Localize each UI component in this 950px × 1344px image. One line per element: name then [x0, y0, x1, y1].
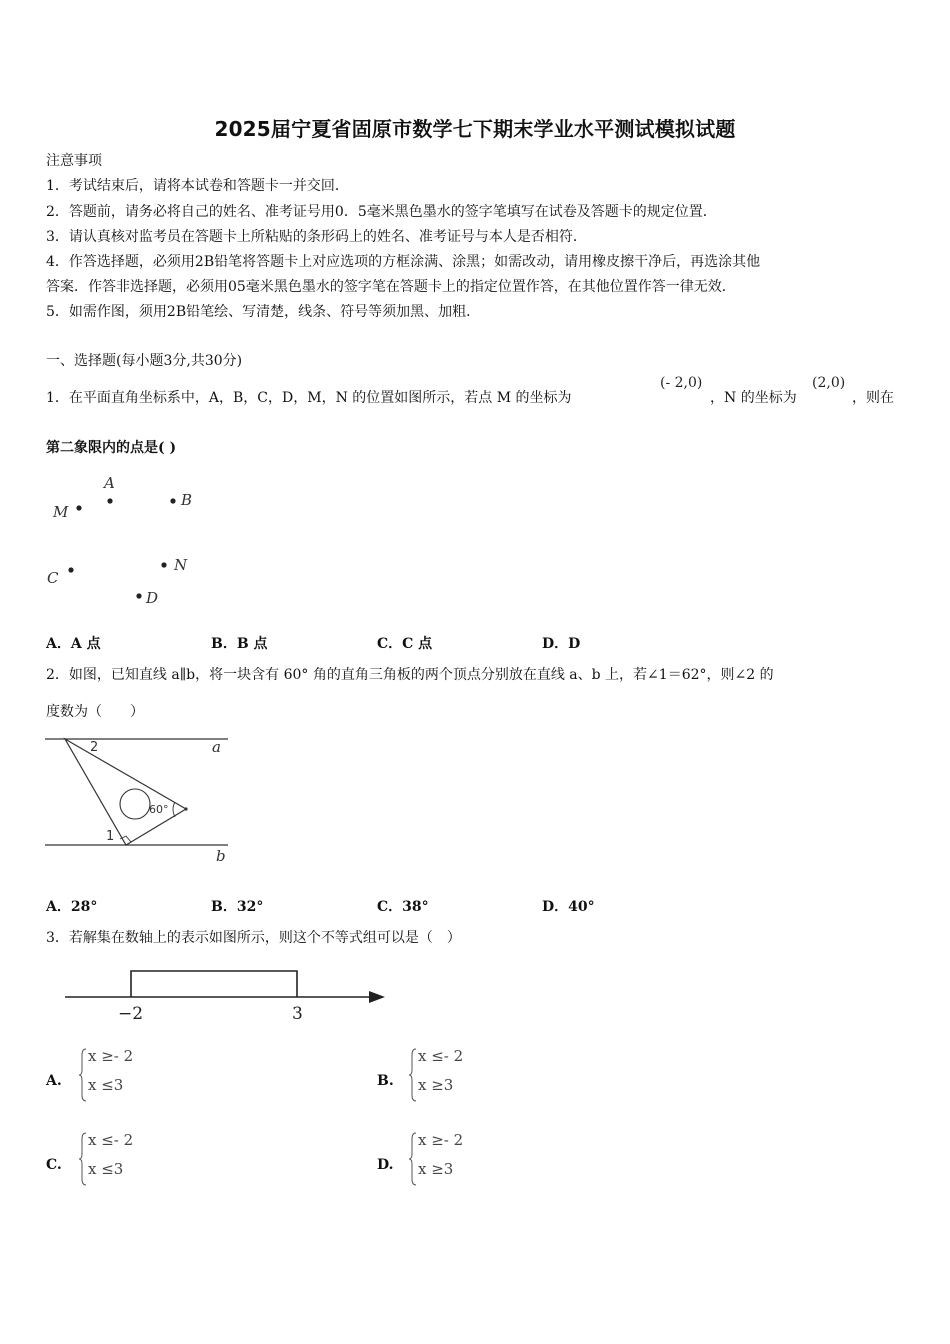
point-b-dot: [170, 498, 175, 503]
q2-triangle-figure: [40, 730, 240, 870]
point-b-label: B: [181, 491, 193, 509]
q3-option-b-label[interactable]: B.: [377, 1073, 394, 1089]
q1-text-part1: 1．在平面直角坐标系中，A，B，C，D，M，N 的位置如图所示，若点 M 的坐标为: [46, 390, 572, 406]
q3-number-line: [60, 962, 395, 1028]
q2-option-b[interactable]: B．32°: [211, 899, 264, 915]
q2-option-a[interactable]: A．28°: [46, 899, 98, 915]
inequality-line2: x ≥3: [418, 1076, 454, 1094]
notice-item: 3．请认真核对监考员在答题卡上所粘贴的条形码上的姓名、准考证号与本人是否相符．: [46, 229, 587, 245]
notice-item: 答案．作答非选择题，必须用05毫米黑色墨水的签字笔在答题卡上的指定位置作答，在其他位置作答一律无效．: [46, 279, 736, 295]
solution-bracket: [131, 971, 297, 997]
inequality-line1: x ≥- 2: [418, 1131, 464, 1149]
q1-option-a[interactable]: A．A 点: [46, 636, 101, 652]
q3-option-a-system[interactable]: [78, 1047, 158, 1103]
point-a-label: A: [104, 474, 115, 492]
vertex-dot: [184, 807, 187, 810]
page-title: 2025届宁夏省固原市数学七下期末学业水平测试模拟试题: [214, 117, 736, 141]
point-c-label: C: [47, 569, 59, 587]
q3-option-c-system[interactable]: [78, 1131, 158, 1187]
tick-label-right: 3: [292, 1004, 303, 1024]
line-a-label: a: [212, 738, 221, 756]
axis-arrow: [369, 991, 385, 1003]
point-c-dot: [68, 567, 73, 572]
q1-text-part2: ，N 的坐标为: [710, 390, 797, 406]
inequality-line1: x ≤- 2: [418, 1047, 464, 1065]
q2-text-part1: 2．如图，已知直线 a∥b，将一块含有 60° 角的直角三角板的两个顶点分别放在直线 a、b 上，若∠1＝62°，则∠2 的: [46, 667, 774, 683]
brace-icon: [78, 1047, 88, 1103]
q2-option-d[interactable]: D．40°: [542, 899, 595, 915]
q3-option-c-label[interactable]: C.: [46, 1157, 62, 1173]
q1-option-d[interactable]: D．D: [542, 636, 581, 652]
point-n-dot: [161, 562, 166, 567]
section-header: 一、选择题(每小题3分,共30分): [46, 353, 243, 369]
notice-item: 4．作答选择题，必须用2B铅笔将答题卡上对应选项的方框涂满、涂黑；如需改动，请用橡皮擦干净后，再选涂其他: [46, 254, 761, 270]
inequality-line2: x ≥3: [418, 1160, 454, 1178]
angle-1-label: 1: [106, 829, 115, 844]
inequality-line2: x ≤3: [88, 1076, 124, 1094]
brace-icon: [408, 1047, 418, 1103]
q3-text: 3．若解集在数轴上的表示如图所示，则这个不等式组可以是（ ）: [46, 930, 461, 946]
angle-2-label: 2: [90, 740, 99, 755]
q1-text-part4: 第二象限内的点是( ): [46, 440, 177, 456]
inequality-line1: x ≤- 2: [88, 1131, 134, 1149]
inequality-line1: x ≥- 2: [88, 1047, 134, 1065]
point-d-label: D: [146, 589, 159, 607]
point-m-dot: [76, 505, 81, 510]
notice-item: 2．答题前，请务必将自己的姓名、准考证号用0．5毫米黑色墨水的签字笔填写在试卷及答题卡的规定位置．: [46, 204, 717, 220]
notice-item: 5．如需作图，须用2B铅笔绘、写清楚，线条、符号等须加黑、加粗．: [46, 304, 481, 320]
q2-text-part2: 度数为（ ）: [46, 704, 144, 720]
angle-60-arc: [173, 802, 175, 817]
q3-option-b-system[interactable]: [408, 1047, 488, 1103]
line-b-label: b: [216, 847, 226, 865]
angle-60-label: 60°: [149, 803, 169, 816]
inequality-line2: x ≤3: [88, 1160, 124, 1178]
q1-coord-m: (- 2,0): [660, 375, 703, 391]
point-m-label: M: [53, 503, 69, 521]
q3-option-a-label[interactable]: A.: [46, 1073, 62, 1089]
ruler-hole: [120, 789, 150, 819]
q2-option-c[interactable]: C．38°: [377, 899, 429, 915]
point-d-dot: [136, 593, 141, 598]
tick-label-left: −2: [118, 1004, 144, 1024]
brace-icon: [78, 1131, 88, 1187]
q3-option-d-label[interactable]: D.: [377, 1157, 394, 1173]
q1-text-part3: ，则在: [852, 390, 894, 406]
q1-coord-n: (2,0): [812, 375, 846, 391]
q1-points-figure: [40, 470, 220, 615]
notice-item: 1．考试结束后，请将本试卷和答题卡一并交回．: [46, 178, 349, 194]
point-a-dot: [107, 498, 112, 503]
point-n-label: N: [174, 556, 188, 574]
q1-option-b[interactable]: B．B 点: [211, 636, 268, 652]
notice-heading: 注意事项: [46, 153, 102, 169]
q3-option-d-system[interactable]: [408, 1131, 488, 1187]
brace-icon: [408, 1131, 418, 1187]
q1-option-c[interactable]: C．C 点: [377, 636, 433, 652]
